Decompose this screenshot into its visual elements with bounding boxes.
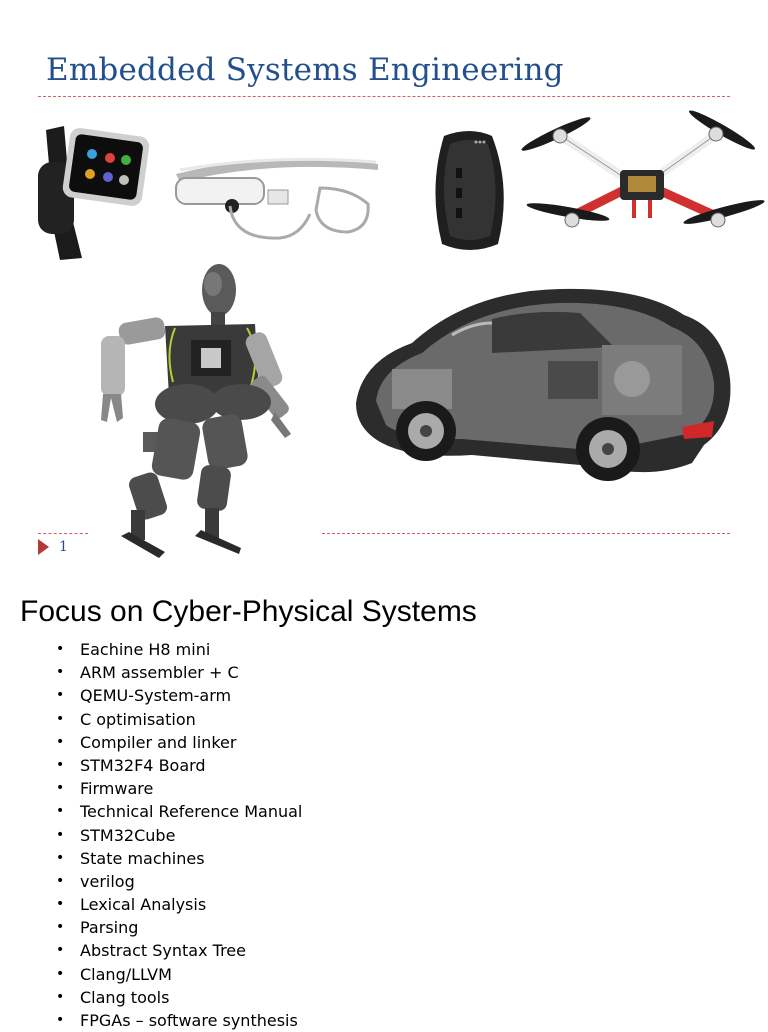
list-item: • Eachine H8 mini xyxy=(56,638,302,661)
list-item: • State machines xyxy=(56,847,302,870)
humanoid-robot-image xyxy=(95,262,300,567)
slide-title: Embedded Systems Engineering xyxy=(46,52,564,88)
list-item: • STM32Cube xyxy=(56,824,302,847)
list-item: • FPGAs – software synthesis xyxy=(56,1009,302,1032)
fitness-band-image xyxy=(428,128,513,253)
list-item: • Parsing xyxy=(56,916,302,939)
footer-divider-left xyxy=(38,533,88,534)
footer-divider-right xyxy=(322,533,730,534)
list-item: • Lexical Analysis xyxy=(56,893,302,916)
smartwatch-image xyxy=(30,122,150,262)
list-item: • Clang/LLVM xyxy=(56,963,302,986)
list-item: • STM32F4 Board xyxy=(56,754,302,777)
quadcopter-drone-image xyxy=(516,108,768,254)
list-item: • Abstract Syntax Tree xyxy=(56,939,302,962)
list-item: • verilog xyxy=(56,870,302,893)
list-item: • QEMU-System-arm xyxy=(56,684,302,707)
page-number: 1 xyxy=(59,539,68,555)
arrow-icon xyxy=(38,539,49,555)
smart-glasses-image xyxy=(170,148,385,248)
list-item: • Compiler and linker xyxy=(56,731,302,754)
page-indicator xyxy=(38,539,68,555)
list-item: • Clang tools xyxy=(56,986,302,1009)
list-item: • Technical Reference Manual xyxy=(56,800,302,823)
title-divider xyxy=(38,96,730,97)
car-cutaway-image xyxy=(352,283,734,491)
section-heading: Focus on Cyber-Physical Systems xyxy=(20,595,477,628)
list-item: • Firmware xyxy=(56,777,302,800)
list-item: • C optimisation xyxy=(56,708,302,731)
topic-list xyxy=(56,638,302,1032)
list-item: • ARM assembler + C xyxy=(56,661,302,684)
